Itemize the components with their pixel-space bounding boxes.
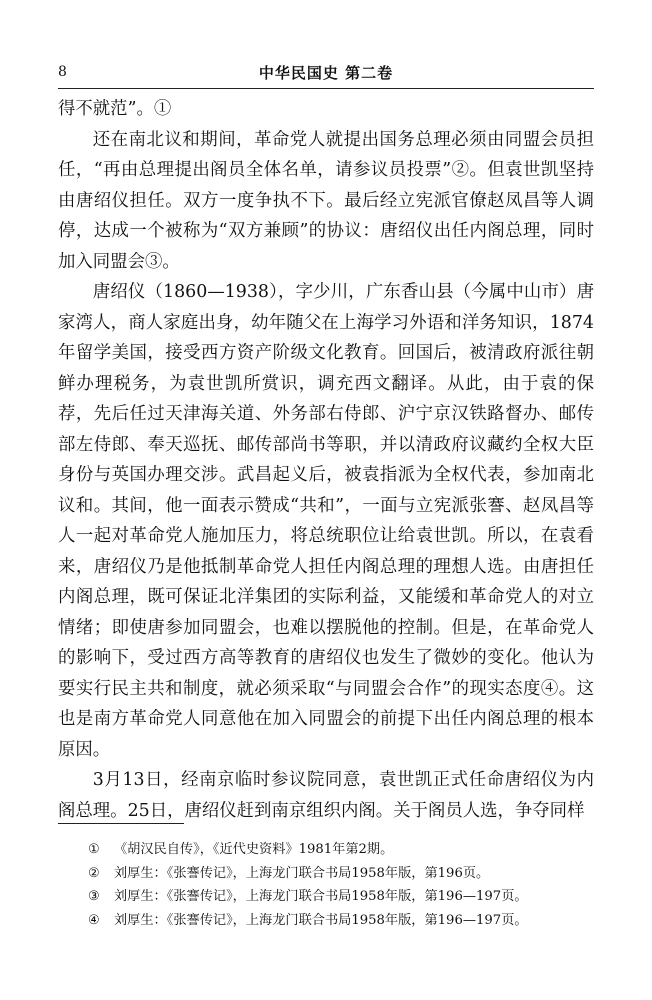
footnote-text: 刘厚生：《张謇传记》，上海龙门联合书局1958年版，第196页。: [114, 865, 490, 881]
paragraph: 3月13日，经南京临时参议院同意，袁世凯正式任命唐绍仪为内阁总理。25日，唐绍仪赶到南京组织内阁。关于阁员人选，争夺同样: [58, 770, 594, 821]
footnote: [88, 862, 594, 886]
page-number: 8: [58, 64, 67, 80]
body-text: [58, 94, 594, 826]
footnote-text: 《胡汉民自传》，《近代史资料》1981年第2期。: [114, 842, 394, 857]
page-header: [58, 62, 594, 89]
footnote: [88, 838, 594, 862]
footnote-text: 刘厚生：《张謇传记》，上海龙门联合书局1958年版，第196—197页。: [114, 912, 528, 928]
paragraph: 唐绍仪（1860—1938），字少川，广东香山县（今属中山市）唐家湾人，商人家庭出身，幼年随父在上海学习外语和洋务知识，1874年留学美国，接受西方资产阶级文化教育。回国后，被清政府派往朝鲜办理税务，为袁世凯所赏识，调充西文翻译。从此，由于袁的保荐，先后任过天津海关道、外务部右侍郎、沪宁京汉铁路督办、邮传部左侍郎、奉天巡抚、邮传部尚书等职，并以清政府议藏约全权大臣身份与英国办理交涉。武昌起义后，被袁指派为全权代表，参加南北议和。其间，他一面表示赞成“共和”，一面与立宪派张謇、赵凤昌等人一起对革命党人施加压力，将总统职位让给袁世凯。所以，在袁看来，唐绍仪乃是他抵制革命党人担任内阁总理的理想人选。由唐担任内阁总理，既可保证北洋集团的实际利益，又能缓和革命党人的对立情绪；即使唐参加同盟会，也难以摆脱他的控制。但是，在革命党人的影响下，受过西方高等教育的唐绍仪也发生了微妙的变化。他认为要实行民主共和制度，就必须采取“与同盟会合作”的现实态度④。这也是南方革命党人同意他在加入同盟会的前提下出任内阁总理的根本原因。: [58, 282, 594, 760]
paragraph-continuation: 得不就范”。①: [58, 99, 172, 119]
footnote-text: 刘厚生：《张謇传记》，上海龙门联合书局1958年版，第196—197页。: [114, 889, 528, 904]
footnote-marker: ①: [88, 842, 100, 857]
footnote-marker: ③: [88, 889, 100, 904]
footnote-separator: [58, 823, 184, 824]
footnotes: [88, 838, 594, 932]
footnote: [88, 885, 594, 909]
running-title: 中华民国史 第二卷: [258, 64, 394, 82]
footnote-marker: ②: [88, 865, 100, 881]
paragraph: 还在南北议和期间，革命党人就提出国务总理必须由同盟会员担任，“再由总理提出阁员全体名单，请参议员投票”②。但袁世凯坚持由唐绍仪担任。双方一度争执不下。最后经立宪派官僚赵凤昌等人调停，达成一个被称为“双方兼顾”的协议：唐绍仪出任内阁总理，同时加入同盟会③。: [58, 129, 594, 272]
footnote: [88, 909, 594, 933]
footnote-marker: ④: [88, 912, 100, 928]
